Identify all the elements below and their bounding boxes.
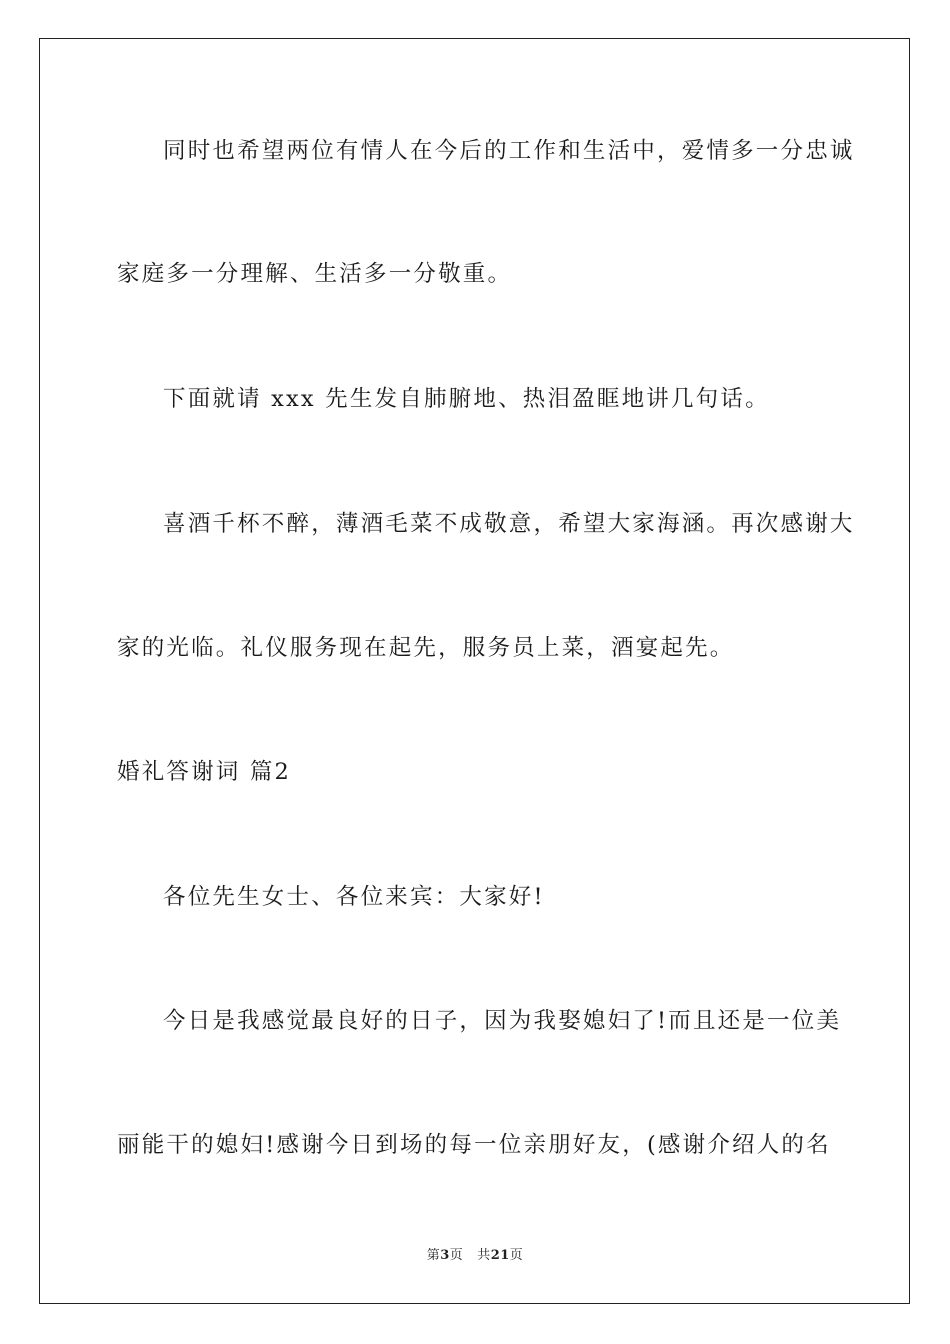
- page-suffix: 页: [449, 1248, 464, 1263]
- page-footer: [0, 1244, 950, 1263]
- page-border: [39, 38, 910, 1304]
- paragraph-line: 丽能干的媳妇!感谢今日到场的每一位亲朋好友，(感谢介绍人的名: [117, 1132, 831, 1158]
- paragraph-line: 同时也希望两位有情人在今后的工作和生活中，爱情多一分忠诚: [163, 138, 855, 164]
- paragraph-line: 家的光临。礼仪服务现在起先，服务员上菜，酒宴起先。: [117, 635, 735, 661]
- total-pages: 21: [490, 1248, 510, 1263]
- total-prefix: 共: [477, 1248, 491, 1263]
- section-heading: 婚礼答谢词 篇2: [117, 759, 292, 785]
- page-prefix: 第: [426, 1248, 441, 1263]
- paragraph-line: 各位先生女士、各位来宾：大家好!: [163, 884, 545, 910]
- page-number: 3: [440, 1248, 450, 1263]
- paragraph-line: 喜酒千杯不醉，薄酒毛菜不成敬意，希望大家海涵。再次感谢大: [163, 511, 855, 537]
- paragraph-line: 下面就请 xxx 先生发自肺腑地、热泪盈眶地讲几句话。: [163, 386, 770, 412]
- paragraph-line: 今日是我感觉最良好的日子，因为我娶媳妇了!而且还是一位美: [163, 1008, 842, 1034]
- paragraph-line: 家庭多一分理解、生活多一分敬重。: [117, 261, 513, 287]
- total-suffix: 页: [509, 1248, 524, 1263]
